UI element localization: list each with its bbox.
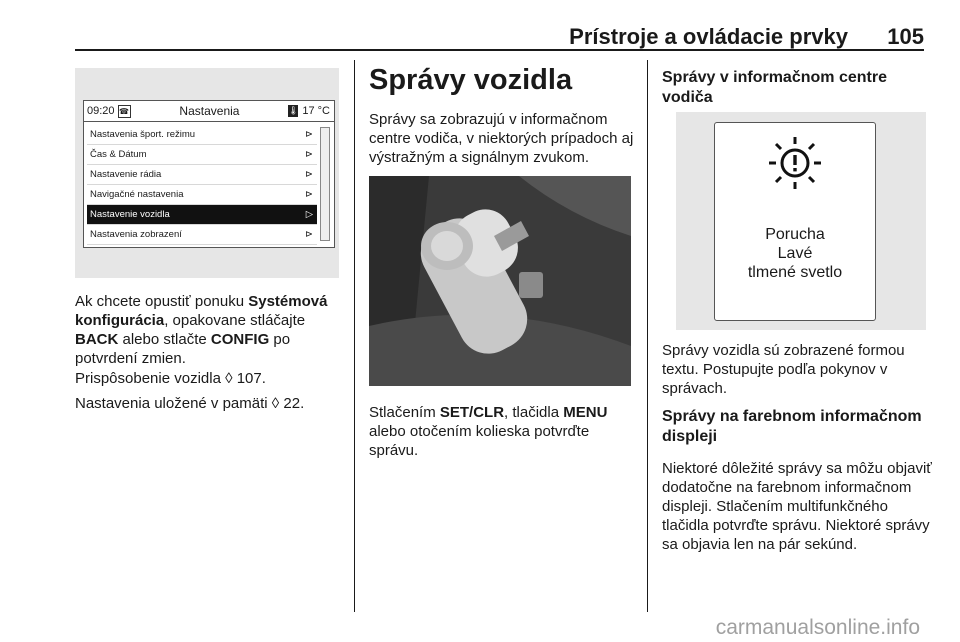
footer-watermark: carmanualsonline.info	[715, 616, 920, 639]
steering-column-stalk-figure	[369, 176, 631, 386]
menu-item-label: Nastavenia zobrazení	[90, 229, 182, 240]
screen-temperature: 17 °C	[302, 105, 330, 117]
chevron-right-icon: ⊳	[305, 229, 313, 240]
chevron-right-icon: ⊳	[305, 149, 313, 160]
thermometer-icon: 🌡	[288, 106, 299, 115]
chevron-right-icon: ⊳	[305, 129, 313, 140]
header-rule	[75, 49, 924, 51]
settings-menu-list	[87, 125, 317, 245]
section-title: Prístroje a ovládacie prvky	[569, 24, 848, 49]
color-display-heading: Správy na farebnom informačnom displeji	[662, 408, 922, 445]
memory-settings-ref: Nastavenia uložené v pamäti ◊ 22.	[75, 395, 305, 412]
menu-item[interactable]	[87, 185, 317, 205]
chevron-right-icon: ⊳	[305, 169, 313, 180]
warning-line-3: tlmené svetlo	[747, 264, 843, 281]
phone-status-icon: ☎	[119, 106, 130, 116]
dic-warning-panel	[714, 122, 876, 321]
menu-item[interactable]	[87, 145, 317, 165]
screen-scrollbar[interactable]	[320, 127, 330, 241]
dic-text-paragraph: Správy vozidla sú zobrazené formou textu. Postupujte podľa pokynov v správach.	[662, 342, 905, 397]
menu-item[interactable]	[87, 225, 317, 245]
color-display-paragraph: Niektoré dôležité správy sa môžu objaviť dodatočne na farebnom informačnom displeji. Stlačením multifunkčného tlačidla potvrďte správu. Niektoré správy sa objavia len na pár sekúnd.	[662, 460, 932, 553]
chevron-right-icon: ▷	[305, 209, 313, 220]
exit-menu-paragraph: Ak chcete opustiť ponuku Systémová konfigurácia, opakovane stláčajte BACK alebo stlačte CONFIG po potvrdení zmien.	[75, 293, 328, 367]
dic-warning-figure	[676, 112, 926, 330]
column-divider-2	[647, 60, 648, 612]
screen-title: Nastavenia	[179, 104, 240, 118]
menu-item-label: Čas & Dátum	[90, 149, 147, 160]
confirm-message-paragraph: Stlačením SET/CLR, tlačidla MENU alebo otočením kolieska potvrďte správu.	[369, 404, 608, 459]
menu-item[interactable]	[87, 125, 317, 145]
arrow-reference-icon: ◊	[271, 395, 280, 412]
stalk-illustration	[369, 176, 631, 386]
menu-item-label: Navigačné nastavenia	[90, 189, 184, 200]
page-number: 105	[887, 24, 924, 49]
settings-screen-figure	[75, 68, 339, 278]
menu-item-label: Nastavenia šport. režimu	[90, 129, 196, 140]
arrow-reference-icon: ◊	[225, 370, 233, 387]
menu-item[interactable]	[87, 165, 317, 185]
dic-messages-heading: Správy v informačnom centre vodiča	[662, 69, 887, 106]
bulb-failure-icon	[765, 133, 825, 193]
warning-line-2: Lavé	[777, 245, 813, 262]
menu-item-label: Nastavenie rádia	[90, 169, 162, 180]
screen-time: 09:20	[87, 105, 115, 117]
column-divider-1	[354, 60, 355, 612]
screen-status-bar	[84, 101, 334, 122]
menu-item-label: Nastavenie vozidla	[90, 209, 170, 220]
intro-paragraph: Správy sa zobrazujú v informačnom centre vodiča, v niektorých prípadoch aj výstražným a signálnym zvukom.	[369, 111, 634, 166]
settings-screen	[83, 100, 335, 248]
warning-line-1: Porucha	[765, 226, 825, 243]
vehicle-customization-ref: Prispôsobenie vozidla ◊ 107.	[75, 370, 266, 387]
menu-item-selected[interactable]	[87, 205, 317, 225]
section-heading: Správy vozidla	[369, 64, 573, 96]
chevron-right-icon: ⊳	[305, 189, 313, 200]
